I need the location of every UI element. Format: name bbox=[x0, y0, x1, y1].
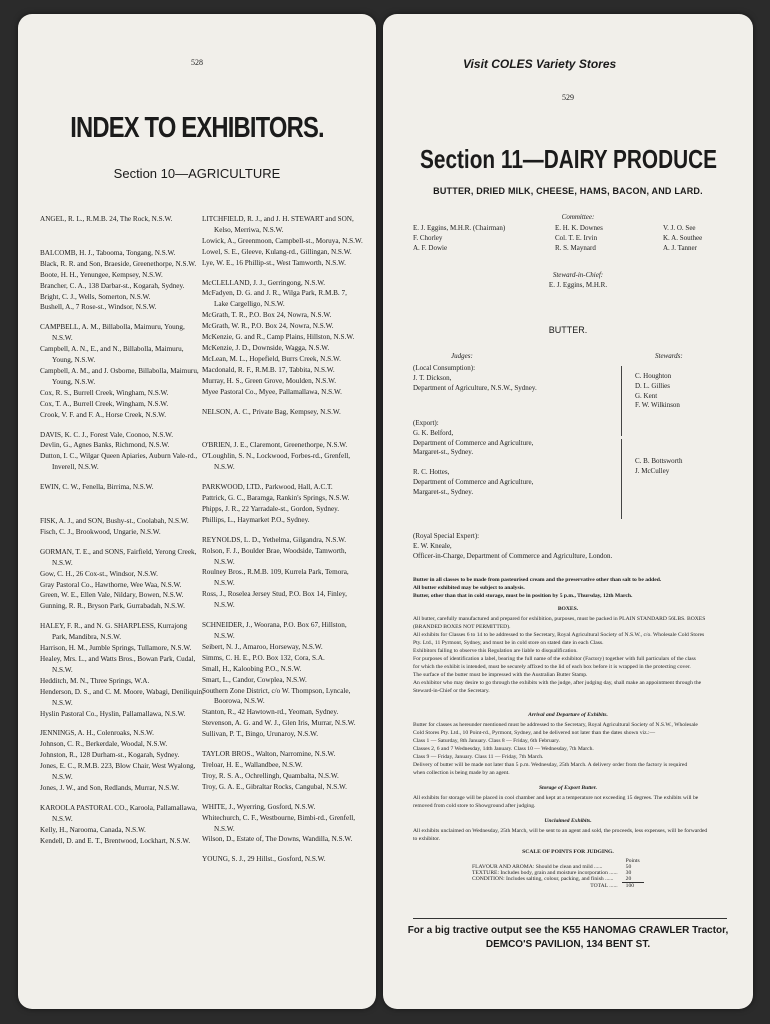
exhibitor-line: Gow, C. H., 26 Cox-st., Windsor, N.S.W. bbox=[40, 569, 158, 578]
exhibitor-line: Hedditch, M. N., Three Springs, W.A. bbox=[40, 676, 150, 685]
exhibitor-line: Phipps, J. R., 22 Yarradale-st., Gordon, Sydney. bbox=[202, 504, 340, 513]
rule-line: All butter exhibited may be subject to analysis. bbox=[413, 585, 525, 591]
exhibitor-line: Gunning, R. R., Bryson Park, Gurrabadah, N.S.W. bbox=[40, 602, 185, 611]
exhibitor-line: Inverell, N.S.W. bbox=[52, 463, 99, 472]
committee-column-2 bbox=[555, 224, 603, 253]
steward-name: D. L. Gillies bbox=[635, 381, 670, 390]
rule-line: Steward-in-Chief or the Secretary. bbox=[413, 688, 490, 694]
exhibitor-line: Cox, R. S., Burrell Creek, Wingham, N.S.W. bbox=[40, 388, 169, 397]
hanomag-advert bbox=[383, 924, 753, 952]
judge-line: E. W. Kneale, bbox=[413, 541, 452, 550]
judge-local-consumption bbox=[413, 364, 537, 393]
stewards-local bbox=[635, 372, 680, 411]
exhibitor-line: REYNOLDS, L. D., Yethelma, Gilgandra, N.S.W. bbox=[202, 535, 347, 544]
points-criterion: FLAVOUR AND AROMA: Should be clean and mild ...... bbox=[472, 864, 603, 870]
rule-line: All exhibits for Classes 6 to 14 to be addressed to the Secretary, Royal Agricultural Society of N.S.W., c/o. Wholesale Cold Stores bbox=[413, 632, 705, 638]
exhibitor-line: McKenzie, J. D., Downside, Wagga, N.S.W. bbox=[202, 343, 330, 352]
rule-line: removed from cold store to Showground after judging. bbox=[413, 803, 536, 809]
exhibitor-line: Healey, Mrs. L., and Watts Bros., Bowan Park, Cudal, bbox=[40, 655, 196, 663]
exhibitor-line: Brancher, C. A., 138 Darbar-st., Kogarah, Sydney. bbox=[40, 281, 185, 290]
advert-line-2: DEMCO'S PAVILION, 134 BENT ST. bbox=[485, 939, 651, 950]
exhibitor-entry bbox=[202, 535, 374, 611]
judge-line: (Local Consumption): bbox=[413, 364, 476, 372]
exhibitor-line: SCHNEIDER, J., Woorana, P.O. Box 67, Hillston, bbox=[202, 621, 347, 630]
exhibitor-entry bbox=[40, 728, 212, 793]
section-heading: Section 10—AGRICULTURE bbox=[113, 166, 281, 181]
rule-line: Cold Stores Pty. Ltd., 10 Point-rd., Pyrmont, Sydney, and be delivered not later than the dates shown viz.:— bbox=[413, 730, 656, 736]
judges-bracket bbox=[621, 366, 622, 436]
exhibitor-line: Crook, V. F. and F. A., Horse Creek, N.S.W. bbox=[40, 410, 167, 419]
exhibitor-line: Jones, J. W., and Son, Redlands, Murrar, N.S.W. bbox=[40, 783, 179, 792]
committee-member: E. H. K. Downes bbox=[555, 224, 603, 232]
exhibitor-line: Park, Mandibra, N.S.W. bbox=[52, 633, 122, 642]
exhibitor-line: Johnston, R., 128 Durham-st., Kogarah, Sydney. bbox=[40, 751, 180, 760]
exhibitor-line: McKenzie, G. and R., Camp Plains, Hillston, N.S.W. bbox=[202, 333, 355, 342]
points-criterion: TEXTURE: Includes body, grain and moisture incorporation ...... bbox=[472, 870, 618, 876]
judge-line: R. C. Hottes, bbox=[413, 467, 450, 476]
exhibitor-line: N.S.W. bbox=[52, 665, 73, 674]
exhibitor-line: Gray Pastoral Co., Hawthorne, Wee Waa, N.S.W. bbox=[40, 580, 182, 589]
committee-member: Col. T. E. Irvin bbox=[555, 233, 598, 242]
butter-rules bbox=[413, 576, 733, 600]
scale-heading: SCALE OF POINTS FOR JUDGING. bbox=[522, 849, 614, 855]
exhibitor-entry bbox=[40, 516, 212, 538]
steward-name: C. Houghton bbox=[635, 372, 672, 380]
judges-bracket-2 bbox=[621, 439, 622, 519]
storage-text bbox=[413, 794, 741, 810]
exhibitor-entry bbox=[40, 621, 212, 719]
exhibitor-line: Fisch, C. J., Brookwood, Ungarie, N.S.W. bbox=[40, 527, 161, 536]
committee-member: A. F. Dowie bbox=[413, 243, 448, 252]
exhibitor-line: N.S.W. bbox=[214, 463, 235, 472]
dairy-subtitle: BUTTER, DRIED MILK, CHEESE, HAMS, BACON, AND LARD. bbox=[433, 186, 703, 196]
rule-line: The surface of the butter must be impressed with the Australian Butter Stamp. bbox=[413, 672, 588, 678]
exhibitor-line: Whitechurch, C. F., Westbourne, Bimbi-rd., Grenfell, bbox=[202, 813, 356, 822]
exhibitor-line: BALCOMB, H. J., Tabooma, Tongang, N.S.W. bbox=[40, 248, 176, 257]
rule-line: to exhibitor. bbox=[413, 836, 441, 842]
exhibitor-entry bbox=[40, 322, 212, 420]
exhibitor-line: Harrison, H. M., Jumble Springs, Tullamore, N.S.W. bbox=[40, 644, 192, 653]
rule-line: Butter, other than that in cold storage, must be in position by 5 p.m., Thursday, 12th March. bbox=[413, 593, 633, 599]
exhibitor-line: McCLELLAND, J. J., Gerringong, N.S.W. bbox=[202, 278, 326, 287]
exhibitor-line: ANGEL, R. L., R.M.B. 24, The Rock, N.S.W. bbox=[40, 215, 173, 223]
exhibitor-line: O'Loughlin, S. N., Lockwood, Forbes-rd., Grenfell, bbox=[202, 452, 351, 461]
exhibitor-line: GORMAN, T. E., and SONS, Fairfield, Yerong Creek, bbox=[40, 547, 197, 556]
exhibitor-entry bbox=[40, 547, 212, 612]
exhibitor-entry bbox=[202, 749, 374, 793]
committee-member: E. J. Eggins, M.H.R. (Chairman) bbox=[413, 224, 506, 232]
exhibitor-column-1 bbox=[40, 214, 212, 856]
exhibitor-line: Sullivan, P. T., Bingo, Urunaroy, N.S.W. bbox=[202, 730, 318, 739]
advert-line-1: For a big tractive output see the K55 HANOMAG CRAWLER Tractor, bbox=[407, 925, 729, 936]
boxes-text bbox=[413, 615, 741, 695]
exhibitor-entry bbox=[202, 214, 374, 269]
exhibitor-line: McGrath, W. R., P.O. Box 24, Nowra, N.S.W. bbox=[202, 322, 334, 331]
points-criterion: CONDITION: Includes salting, colour, packing, and finish ...... bbox=[472, 876, 614, 883]
rule-line: Classes 2, 6 and 7 Wednesday, 14th January. Class 10 — Wednesday, 7th March. bbox=[413, 746, 594, 752]
exhibitor-line: YOUNG, S. J., 29 Hillst., Gosford, N.S.W. bbox=[202, 855, 326, 864]
exhibitor-line: N.S.W. bbox=[214, 579, 235, 588]
exhibitor-line: FISK, A. J., and SON, Bushy-st., Coolabah, N.S.W. bbox=[40, 517, 189, 526]
exhibitor-line: Rolson, F. J., Boulder Brae, Woodside, Tamworth, bbox=[202, 546, 347, 555]
judge-line: J. T. Dickson, bbox=[413, 373, 452, 382]
judge-line: G. K. Belford, bbox=[413, 428, 454, 437]
exhibitor-line: EWIN, C. W., Fenella, Birrima, N.S.W. bbox=[40, 483, 154, 492]
exhibitor-line: Kelly, H., Narooma, Canada, N.S.W. bbox=[40, 825, 146, 834]
rule-line: when collection is being made by an agent. bbox=[413, 770, 510, 776]
steward-in-chief-name: E. J. Eggins, M.H.R. bbox=[548, 281, 608, 289]
committee-column-3 bbox=[663, 224, 702, 253]
left-page-number: 528 bbox=[191, 58, 203, 67]
exhibitor-line: Young, N.S.W. bbox=[52, 356, 96, 365]
exhibitor-line: Macdonald, R. F., R.M.B. 17, Tabbita, N.S.W. bbox=[202, 365, 335, 374]
royal-special-expert bbox=[413, 532, 612, 561]
rule-line: Delivery of butter will be made not later than 5 p.m. Wednesday, 25th March. A delivery order from the factory is required bbox=[413, 762, 688, 768]
unclaimed-heading: Unclaimed Exhibits. bbox=[544, 818, 592, 824]
exhibitor-line: Simms, C. H. E., P.O. Box 132, Cora, S.A. bbox=[202, 653, 325, 662]
exhibitor-line: LITCHFIELD, R. J., and J. H. STEWART and SON, bbox=[202, 215, 354, 223]
exhibitor-line: Treloar, H. E., Wallandbee, N.S.W. bbox=[202, 760, 303, 769]
exhibitor-line: Lake Cargelligo, N.S.W. bbox=[214, 300, 285, 309]
unclaimed-text bbox=[413, 827, 741, 843]
steward-name: C. B. Bottsworth bbox=[635, 457, 683, 465]
exhibitor-entry bbox=[40, 214, 212, 225]
exhibitor-line: Jones, E. C., R.M.B. 223, Blow Chair, West Wyalong, bbox=[40, 762, 196, 771]
exhibitor-line: Boorowa, N.S.W. bbox=[214, 697, 265, 706]
exhibitor-line: N.S.W. bbox=[52, 814, 73, 823]
exhibitor-line: McFadyen, D. G. and J. R., Wilga Park, R.M.B. 7, bbox=[202, 289, 347, 298]
exhibitor-line: Ross, J., Roselea Jersey Stud, P.O. Box 14, Finley, bbox=[202, 590, 347, 599]
exhibitor-line: Black, R. R. and Son, Braeside, Greenethorpe, N.S.W. bbox=[40, 259, 197, 268]
index-title: INDEX TO EXHIBITORS. bbox=[70, 112, 324, 144]
exhibitor-line: Roulney Bros., R.M.B. 109, Kurrela Park, Temora, bbox=[202, 568, 349, 577]
committee-member: R. S. Maynard bbox=[555, 243, 596, 252]
rule-line: Pty. Ltd., 11 Pyrmont, Sydney, and must be in cold store on stated date in each Class. bbox=[413, 640, 604, 646]
exhibitor-line: Campbell, A. M., and J. Osborne, Billabolla, Maimuru, bbox=[40, 366, 199, 375]
storage-heading: Storage of Export Butter. bbox=[538, 785, 598, 791]
exhibitor-entry bbox=[40, 248, 212, 313]
rule-line: All exhibits for storage will be placed in cool chamber and kept at a temperature not exceeding 15 degrees. The exhibits will be bbox=[413, 795, 699, 801]
exhibitor-line: JENNINGS, A. H., Colenroaks, N.S.W. bbox=[40, 729, 154, 738]
exhibitor-line: Myee Pastoral Co., Myee, Pallamallawa, N.S.W. bbox=[202, 387, 342, 396]
committee-member: V. J. O. See bbox=[663, 224, 696, 232]
exhibitor-line: Hyslin Pastoral Co., Hyslin, Pallamallawa, N.S.W. bbox=[40, 709, 186, 718]
right-page-number: 529 bbox=[562, 93, 574, 102]
exhibitor-line: N.S.W. bbox=[52, 334, 73, 343]
exhibitor-line: N.S.W. bbox=[214, 601, 235, 610]
exhibitor-line: Phillips, L., Haymarket P.O., Sydney. bbox=[202, 515, 310, 524]
divider bbox=[413, 918, 727, 919]
exhibitor-line: Devlin, G., Agnes Banks, Richmond, N.S.W. bbox=[40, 441, 170, 450]
exhibitor-line: N.S.W. bbox=[52, 773, 73, 782]
judge-line: (Export): bbox=[413, 419, 439, 427]
judges-label: Judges: bbox=[451, 352, 473, 360]
rule-line: (BRANDED BOXES NOT PERMITTED). bbox=[413, 624, 511, 630]
judge-line: Margaret-st., Sydney. bbox=[413, 487, 474, 496]
arrival-text bbox=[413, 721, 741, 777]
exhibitor-entry bbox=[202, 802, 374, 846]
exhibitor-line: Dutton, I. C., Wilgar Queen Apiaries, Auburn Vale-rd., bbox=[40, 452, 198, 461]
exhibitor-line: Smart, L., Candor, Cowplea, N.S.W. bbox=[202, 675, 307, 684]
exhibitor-entry bbox=[40, 803, 212, 847]
exhibitor-entry bbox=[40, 482, 212, 493]
exhibitor-line: N.S.W. bbox=[214, 632, 235, 640]
stewards-export bbox=[635, 457, 682, 477]
exhibitor-line: McLean, M. L., Hopefield, Burrs Creek, N.S.W. bbox=[202, 354, 341, 363]
steward-name: G. Kent bbox=[635, 391, 658, 400]
exhibitor-line: Pattrick, G. C., Baramga, Rankin's Springs, N.S.W. bbox=[202, 494, 350, 503]
exhibitor-line: CAMPBELL, A. M., Billabolla, Maimuru, Young, bbox=[40, 323, 185, 332]
exhibitor-line: Young, N.S.W. bbox=[52, 377, 96, 386]
exhibitor-entry bbox=[202, 482, 374, 526]
judge-export bbox=[413, 419, 533, 497]
exhibitor-line: Stevenson, A. G. and W. J., Glen Iris, Murrar, N.S.W. bbox=[202, 719, 356, 728]
exhibitor-line: Boote, H. H., Yenungee, Kempsey, N.S.W. bbox=[40, 270, 163, 279]
points-header: Points bbox=[625, 858, 640, 864]
rule-line: Class 9 — Friday, January. Class 11 — Friday, 7th March. bbox=[413, 754, 544, 760]
left-page bbox=[18, 14, 376, 1009]
rule-line: For purposes of identification a label, bearing the full name of the exhibitor (Factory) together with full particulars of the class bbox=[413, 656, 696, 662]
exhibitor-entry bbox=[202, 278, 374, 398]
butter-heading: BUTTER. bbox=[548, 325, 588, 335]
judge-line bbox=[413, 458, 533, 468]
exhibitor-line: Kendell, D. and E. T., Brentwood, Lockhart, N.S.W. bbox=[40, 836, 191, 845]
exhibitor-line: Lowel, S. E., Gleeve, Kulang-rd., Gillingan, N.S.W. bbox=[202, 247, 352, 256]
judge-line: Officer-in-Charge, Department of Commerce and Agriculture, London. bbox=[413, 551, 613, 560]
exhibitor-line: KAROOLA PASTORAL CO., Karoola, Pallamallawa, bbox=[40, 803, 198, 812]
boxes-heading: BOXES. bbox=[557, 606, 579, 612]
exhibitor-line: N.S.W. bbox=[214, 824, 235, 833]
exhibitor-entry bbox=[202, 440, 374, 473]
steward-name: J. McCulley bbox=[635, 466, 670, 475]
exhibitor-line: Southern Zone District, c/o W. Thompson, Lyncale, bbox=[202, 686, 351, 695]
exhibitor-line: O'BRIEN, J. E., Claremont, Greenethorpe, N.S.W. bbox=[202, 441, 348, 450]
steward-name: F. W. Wilkinson bbox=[635, 401, 680, 410]
exhibitor-line: Murray, H. S., Green Grove, Moulden, N.S.W. bbox=[202, 376, 337, 385]
judge-line: Margaret-st., Sydney. bbox=[413, 448, 474, 457]
dairy-title: Section 11—DAIRY PRODUCE bbox=[420, 144, 718, 174]
exhibitor-line: Bushell, A., 7 Rose-st., Windsor, N.S.W. bbox=[40, 303, 157, 312]
exhibitor-line: PARKWOOD, LTD., Parkwood, Hall, A.C.T. bbox=[202, 483, 333, 492]
committee-member: F. Chorley bbox=[413, 233, 443, 242]
exhibitor-line: DAVIS, K. C. J., Forest Vale, Coonoo, N.S.W. bbox=[40, 430, 174, 439]
rule-line: An exhibitor who may desire to go through the exhibits with the judge, after judging day, shall make an appointment through the bbox=[413, 680, 702, 686]
rule-line: Class 1 — Saturday, 8th January. Class 8 — Friday, 6th February. bbox=[413, 738, 560, 744]
exhibitor-line: Bright, C. J., Wells, Somerton, N.S.W. bbox=[40, 292, 151, 301]
judge-line: Department of Agriculture, N.S.W., Sydney. bbox=[413, 383, 537, 392]
judge-line: Department of Commerce and Agriculture, bbox=[413, 477, 534, 486]
committee-column-1 bbox=[413, 224, 505, 253]
exhibitor-line: Cox, T. A., Burrell Creek, Wingham, N.S.W. bbox=[40, 399, 169, 408]
exhibitor-line: Stanton, R., 42 Hawtown-rd., Yeoman, Sydney. bbox=[202, 708, 339, 717]
exhibitor-entry bbox=[202, 854, 374, 865]
rule-line: Exhibitors failing to observe this Regulation are liable to disqualification. bbox=[413, 648, 578, 654]
points-value: 30 bbox=[625, 870, 632, 876]
exhibitor-line: Troy, G. A. E., Gibraltar Rocks, Cangubal, N.S.W. bbox=[202, 782, 347, 791]
rule-line: for which the exhibit is intended, must be securely affixed to the lid of each box before it is wrapped in the protecting cover. bbox=[413, 664, 691, 670]
exhibitor-line: Lowick, A., Greenmoon, Campbell-st., Moruya, N.S.W. bbox=[202, 236, 363, 245]
exhibitor-line: Wilson, D., Estate of, The Downs, Wandilla, N.S.W. bbox=[202, 835, 353, 844]
judge-line: (Royal Special Expert): bbox=[413, 532, 480, 540]
exhibitor-line: N.S.W. bbox=[214, 557, 235, 566]
steward-in-chief-label: Steward-in-Chief: bbox=[552, 271, 604, 279]
exhibitor-line: NELSON, A. C., Private Bag, Kempsey, N.S.W. bbox=[202, 407, 341, 416]
total-label: TOTAL ...... bbox=[590, 882, 618, 889]
total-value: 100 bbox=[622, 883, 644, 890]
exhibitor-line: HALEY, F. R., and N. G. SHARPLESS, Kurrajong bbox=[40, 622, 188, 631]
exhibitor-entry bbox=[40, 430, 212, 474]
coles-banner: Visit COLES Variety Stores bbox=[463, 57, 617, 71]
committee-label: Committee: bbox=[561, 213, 595, 221]
exhibitor-line: WHITE, J., Wyerring, Gosford, N.S.W. bbox=[202, 802, 316, 811]
committee-member: A. J. Tanner bbox=[663, 243, 697, 252]
points-value: 50 bbox=[625, 864, 632, 870]
exhibitor-column-2 bbox=[202, 214, 374, 888]
exhibitor-line: Johnson, C. R., Berkerdale, Woodal, N.S.W. bbox=[40, 740, 168, 749]
right-page bbox=[383, 14, 753, 1009]
rule-line: Butter for classes as hereunder mentioned must be addressed to the Secretary, Royal Agricultural Society of N.S.W., Wholesale bbox=[413, 722, 698, 728]
exhibitor-line: Green, W. E., Ellen Vale, Nildary, Bowen, N.S.W. bbox=[40, 591, 184, 600]
rule-line: Butter in all classes to be made from pasteurised cream and the preservative other than salt to be added. bbox=[413, 577, 662, 583]
exhibitor-line: N.S.W. bbox=[52, 698, 73, 707]
exhibitor-line: Campbell, A. N., E., and N., Billabolla, Maimuru, bbox=[40, 345, 184, 354]
exhibitor-line: TAYLOR BROS., Walton, Narromine, N.S.W. bbox=[202, 750, 336, 759]
exhibitor-entry bbox=[202, 407, 374, 418]
points-table bbox=[468, 858, 644, 889]
exhibitor-line: Henderson, D. S., and C. M. Moore, Wabagi, Deniliquin, bbox=[40, 687, 204, 696]
exhibitor-line: N.S.W. bbox=[52, 558, 73, 567]
exhibitor-line: Kelso, Merriwa, N.S.W. bbox=[214, 225, 284, 234]
rule-line: All exhibits unclaimed on Wednesday, 25th March, will be sent to an agent and sold, the proceeds, less expenses, will be forwarded bbox=[413, 828, 708, 834]
arrival-heading: Arrival and Departure of Exhibits. bbox=[528, 712, 608, 718]
judge-line: Department of Commerce and Agriculture, bbox=[413, 438, 534, 447]
exhibitor-line: Lye, W. E., 16 Phillip-st., West Tamworth, N.S.W. bbox=[202, 258, 346, 267]
points-value: 20 bbox=[625, 876, 632, 882]
exhibitor-line: Small, H., Kaloobing P.O., N.S.W. bbox=[202, 664, 302, 673]
rule-line: All butter, carefully manufactured and prepared for exhibition, purposes, must be packed in PLAIN STANDARD 56LBS. BOXES bbox=[413, 616, 706, 622]
committee-member: K. A. Southee bbox=[663, 233, 703, 242]
exhibitor-line: McGrath, T. R., P.O. Box 24, Nowra, N.S.W. bbox=[202, 311, 332, 320]
exhibitor-line: Troy, R. S. A., Ochrellingh, Quambalta, N.S.W. bbox=[202, 771, 339, 780]
stewards-label: Stewards: bbox=[655, 352, 683, 360]
exhibitor-entry bbox=[202, 620, 374, 740]
exhibitor-line: Seibert, N. J., Amaroo, Horseway, N.S.W. bbox=[202, 642, 323, 651]
